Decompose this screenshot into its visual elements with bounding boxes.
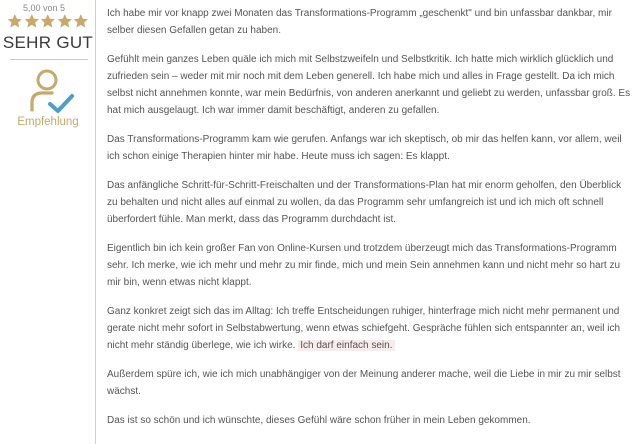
user-check-icon — [27, 66, 75, 114]
vertical-divider — [95, 0, 96, 444]
rating-grade: SEHR GUT — [2, 33, 94, 52]
star-icon — [73, 13, 89, 29]
review-paragraph: Das Transformations-Programm kam wie gerufen. Anfangs war ich skeptisch, ob mir das helfen kann, vor allem, weil ich schon einige Therapien hinter mir habe. Heute muss ich sagen: Es klappt. — [107, 134, 622, 162]
review-paragraph: Gefühlt mein ganzes Leben quäle ich mich mit Selbstzweifeln und Selbstkritik. Ich hatte mich wirklich glücklich und zufrieden sein – weder mit mir noch mit dem Leben generell. Ich habe mich und alles in Frage gestellt. Da ich mich selbst nicht annehmen konnte, war mein Bedürfnis, von anderen anerkannt und geliebt zu werden, unfassbar groß. Es hat mich ausgelaugt. Ich war immer damit beschäftigt, anderen zu gefallen. — [107, 54, 631, 116]
review-paragraph: Das anfängliche Schritt-für-Schritt-Freischalten und der Transformations-Plan hat mir enorm geholfen, den Überblick zu behalten und nicht alles auf einmal zu wollen, da das Programm sehr umfangreich ist und ich mich oft schnell überfordert fühle. Man merkt, dass das Programm durchdacht ist. — [107, 180, 622, 225]
star-rating — [7, 13, 89, 29]
review-paragraph-text: Ganz konkret zeigt sich das im Alltag: Ich treffe Entscheidungen ruhiger, hinterfrage mich nicht mehr permanent und gerate nicht mehr sofort in Selbstabwertung, wenn etwas schiefgeht. Gespräche fühlen sich entspannter an, weil ich nicht mehr ständig überlege, wie ich wirke. — [107, 306, 621, 351]
divider — [10, 59, 88, 60]
review-paragraph — [107, 303, 633, 354]
star-icon — [40, 13, 56, 29]
review-paragraph: Außerdem spüre ich, wie ich mich unabhängiger von der Meinung anderer mache, weil die Liebe in mir zu mir selbst wächst. — [107, 369, 621, 397]
star-icon — [7, 13, 23, 29]
recommendation-label: Empfehlung — [17, 116, 79, 128]
star-icon — [57, 13, 73, 29]
review-summary-sidebar — [0, 0, 95, 444]
highlighted-text: Ich darf einfach sein. — [300, 340, 393, 351]
star-icon — [24, 13, 40, 29]
review-paragraph: Eigentlich bin ich kein großer Fan von Online-Kursen und trotzdem überzeugt mich das Transformations-Programm sehr. Ich merke, wie ich mehr und mehr zu mir finde, mich und mein Sein annehmen kann und nicht mehr so hart zu mir bin, wenn etwas nicht klappt. — [107, 243, 621, 288]
review-paragraph: Das ist so schön und ich wünschte, dieses Gefühl wäre schon früher in mein Leben gekommen. — [107, 415, 531, 426]
review-text — [107, 5, 633, 441]
review-paragraph: Ich habe mir vor knapp zwei Monaten das Transformations-Programm „geschenkt" und bin unfassbar dankbar, mir selber diesen Gefallen getan zu haben. — [107, 8, 612, 36]
rating-score-text: 5,00 von 5 — [22, 3, 66, 13]
